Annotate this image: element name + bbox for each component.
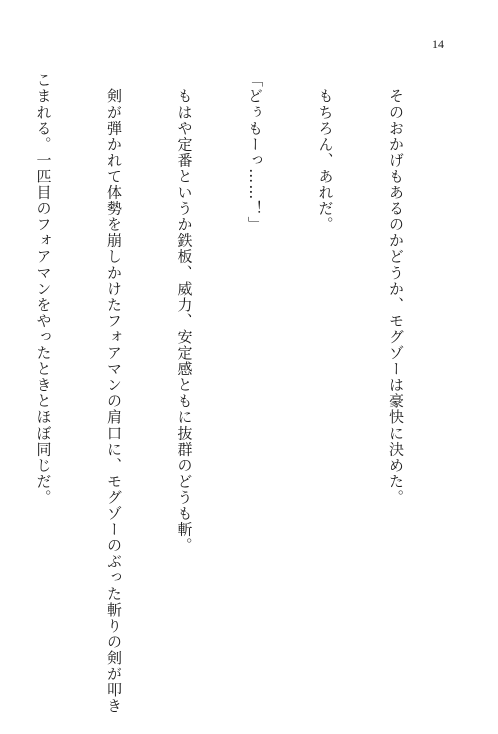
vertical-text-block <box>0 72 454 714</box>
text-line-4: もはや定番というか鉄板、威力、安定感ともに抜群のどうも斬。 <box>175 72 194 554</box>
text-line-1: そのおかげもあるのかどうか、モグゾーは豪快に決めた。 <box>387 72 405 506</box>
text-line-5: 剣が弾かれて体勢を崩しかけたフォアマンの肩口に、モグゾーのぶった斬りの剣が叩き <box>105 72 123 714</box>
text-line-6: こまれる。一匹目のフォアマンをやったときとほぼ同じだ。 <box>34 72 53 506</box>
text-line-3: 「どぅもーっ……！」 <box>246 72 264 233</box>
page-number: 14 <box>432 37 444 51</box>
text-line-2: もちろん、あれだ。 <box>316 72 335 233</box>
